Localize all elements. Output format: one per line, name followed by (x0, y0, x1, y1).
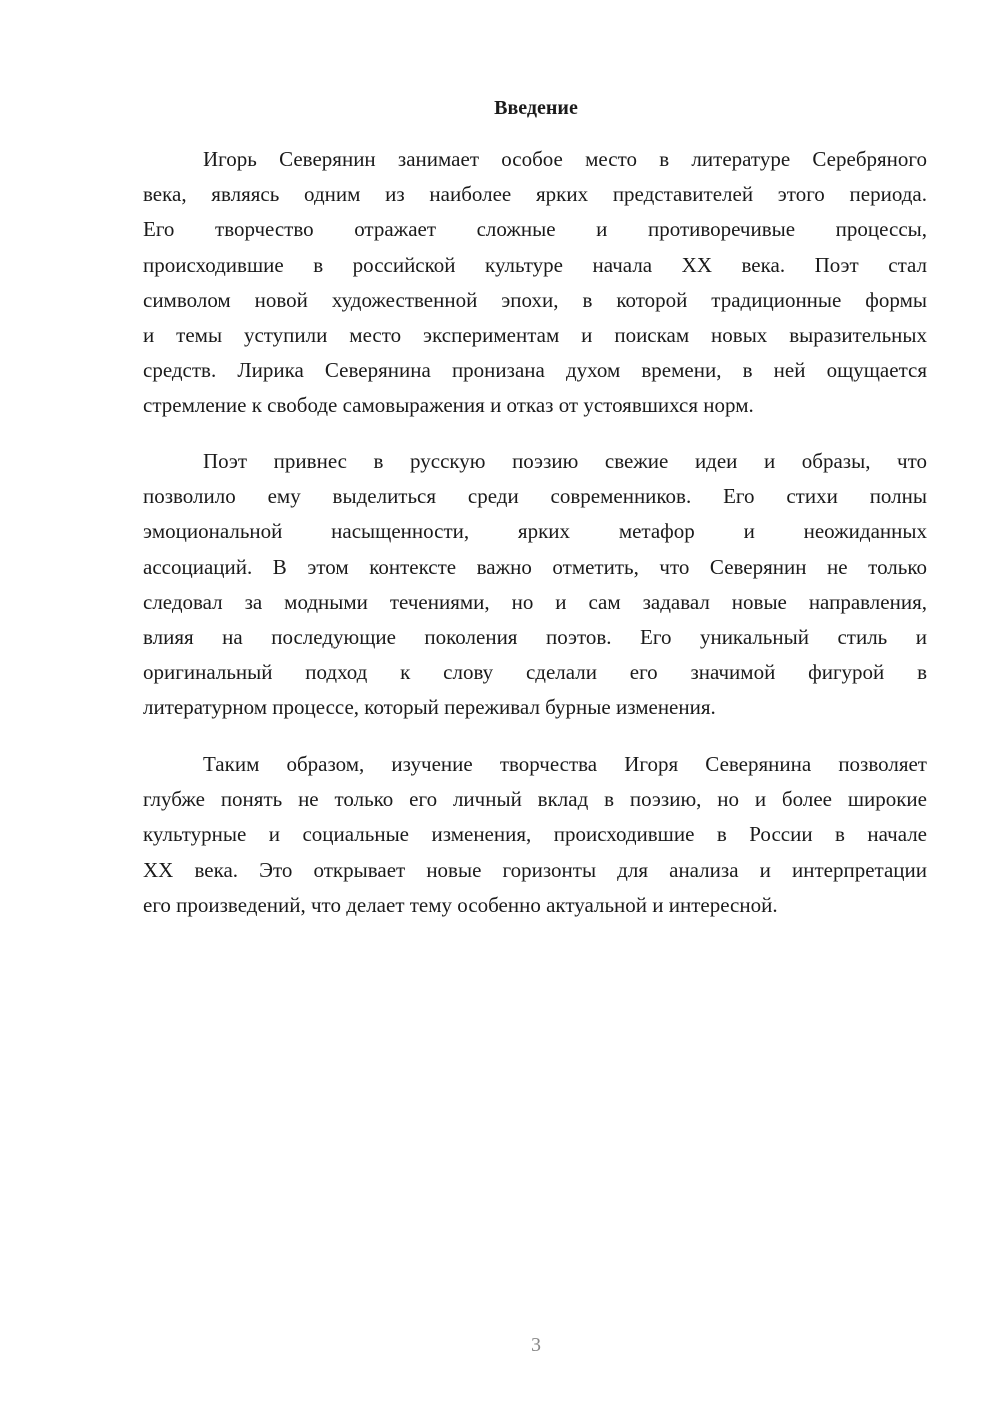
text-line: его произведений, что делает тему особенно актуальной и интересной. (143, 892, 778, 917)
text-line: оригинальный подход к слову сделали его значимой фигурой в (143, 660, 927, 685)
text-line: следовал за модными течениями, но и сам задавал новые направления, (143, 589, 927, 614)
text-line: позволило ему выделиться среди современников. Его стихи полны (143, 484, 927, 509)
paragraph-3 (143, 747, 927, 923)
text-line: эмоциональной насыщенности, ярких метафор и неожиданных (143, 519, 927, 544)
text-line: влияя на последующие поколения поэтов. Его уникальный стиль и (143, 624, 927, 649)
text-line: средств. Лирика Северянина пронизана духом времени, в ней ощущается (143, 358, 927, 383)
paragraph-2 (143, 444, 927, 726)
text-line: Его творчество отражает сложные и противоречивые процессы, (143, 217, 927, 242)
text-line: Игорь Северянин занимает особое место в литературе Серебряного (203, 147, 927, 171)
text-line: века, являясь одним из наиболее ярких представителей этого периода. (143, 182, 927, 207)
text-line: литературном процессе, который переживал бурные изменения. (143, 695, 716, 720)
text-line: Таким образом, изучение творчества Игоря Северянина позволяет (203, 752, 927, 776)
text-line: Поэт привнес в русскую поэзию свежие идеи и образы, что (203, 449, 927, 473)
text-line: стремление к свободе самовыражения и отказ от устоявшихся норм. (143, 393, 754, 418)
text-line: глубже понять не только его личный вклад в поэзию, но и более широкие (143, 787, 927, 812)
text-line: ассоциаций. В этом контексте важно отметить, что Северянин не только (143, 554, 927, 579)
text-line: символом новой художественной эпохи, в которой традиционные формы (143, 287, 927, 312)
section-heading: Введение (494, 97, 578, 119)
text-line: происходившие в российской культуре начала XX века. Поэт стал (143, 252, 927, 277)
paragraph-1 (143, 142, 927, 424)
page-number: 3 (531, 1334, 541, 1356)
text-line: XX века. Это открывает новые горизонты для анализа и интерпретации (143, 857, 927, 882)
text-line: культурные и социальные изменения, происходившие в России в начале (143, 822, 927, 847)
text-line: и темы уступили место экспериментам и поискам новых выразительных (143, 322, 927, 347)
